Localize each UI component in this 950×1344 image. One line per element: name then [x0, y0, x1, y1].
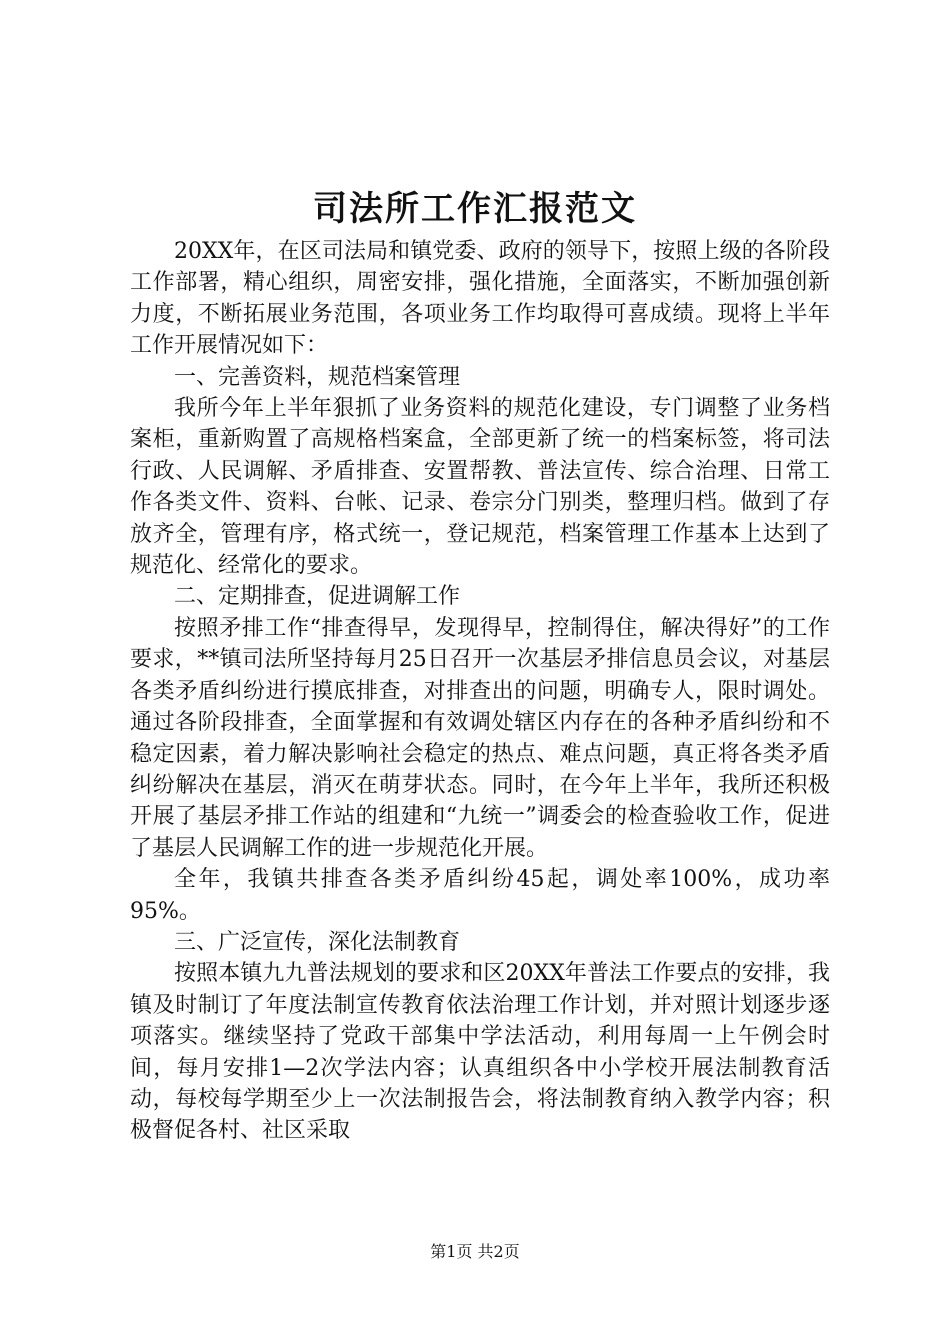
paragraph-intro: 20XX年，在区司法局和镇党委、政府的领导下，按照上级的各阶段工作部署，精心组织，周密安排，强化措施，全面落实，不断加强创新力度，不断拓展业务范围，各项业务工作均取得可喜成绩。现将上半年工作开展情况如下：: [130, 239, 830, 359]
paragraph-section-3: 按照本镇九九普法规划的要求和区20XX年普法工作要点的安排，我镇及时制订了年度法制宣传教育依法治理工作计划，并对照计划逐步逐项落实。继续坚持了党政干部集中学法活动，利用每周一上午例会时间，每月安排1—2次学法内容；认真组织各中小学校开展法制教育活动，每校每学期至少上一次法制报告会，将法制教育纳入教学内容；积极督促各村、社区采取: [130, 961, 830, 1144]
paragraph-section-1: 我所今年上半年狠抓了业务资料的规范化建设，专门调整了业务档案柜，重新购置了高规格档案盒，全部更新了统一的档案标签，将司法行政、人民调解、矛盾排查、安置帮教、普法宣传、综合治理、日常工作各类文件、资料、台帐、记录、卷宗分门别类，整理归档。做到了存放齐全，管理有序，格式统一，登记规范，档案管理工作基本上达到了规范化、经常化的要求。: [130, 396, 830, 579]
document-title: 司法所工作汇报范文: [313, 189, 637, 229]
document-body: [130, 236, 830, 1147]
section-heading-2: 二、定期排查，促进调解工作: [174, 584, 461, 610]
section-heading-3: 三、广泛宣传，深化法制教育: [174, 929, 461, 955]
section-heading-1: 一、完善资料，规范档案管理: [174, 364, 461, 390]
paragraph-section-2: 按照矛排工作“排查得早，发现得早，控制得住，解决得好”的工作要求，**镇司法所坚持每月25日召开一次基层矛排信息员会议，对基层各类矛盾纠纷进行摸底排查，对排查出的问题，明确专人，限时调处。通过各阶段排查，全面掌握和有效调处辖区内存在的各种矛盾纠纷和不稳定因素，着力解决影响社会稳定的热点、难点问题，真正将各类矛盾纠纷解决在基层，消灭在萌芽状态。同时，在今年上半年，我所还积极开展了基层矛排工作站的组建和“九统一”调委会的检查验收工作，促进了基层人民调解工作的进一步规范化开展。: [130, 615, 830, 861]
page-footer: 第1页 共2页: [430, 1242, 520, 1261]
paragraph-statistics: 全年，我镇共排查各类矛盾纠纷45起，调处率100%，成功率95%。: [130, 867, 830, 924]
